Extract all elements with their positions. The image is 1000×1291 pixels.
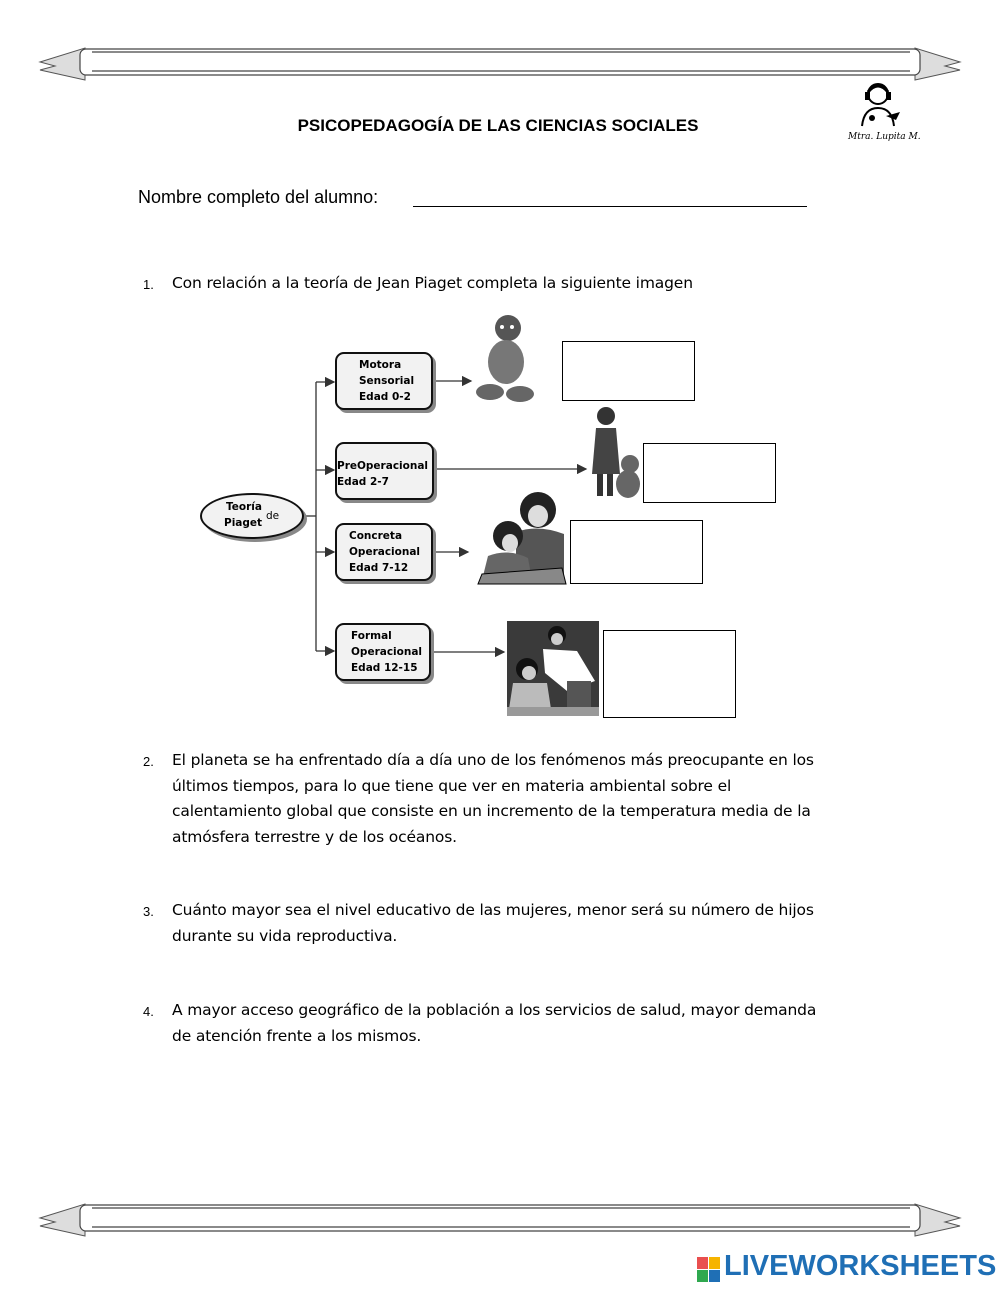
answer-box-stage-1[interactable]: [562, 341, 695, 401]
answer-box-stage-3[interactable]: [570, 520, 703, 584]
bottom-scroll-border: [0, 1196, 1000, 1241]
question-2-text: El planeta se ha enfrentado día a día uno de los fenómenos más preocupante en los últimos tiempos, para lo que tiene que ver en materia ambiental sobre el calentamiento global que consiste en un incremento de la temperatura media de la atmósfera terrestre y de los océanos.: [172, 751, 814, 846]
question-3-number: 3.: [143, 904, 154, 919]
stage-preoperational: PreOperacional Edad 2-7: [335, 442, 434, 500]
question-4-number: 4.: [143, 1004, 154, 1019]
liveworksheets-logo-icon: [697, 1257, 721, 1283]
stage-concrete-operational: Concreta Operacional Edad 7-12: [335, 523, 433, 581]
stage-sensorimotor: Motora Sensorial Edad 0-2: [335, 352, 433, 410]
question-3-text: Cuánto mayor sea el nivel educativo de las mujeres, menor será su número de hijos durante su vida reproductiva.: [172, 901, 814, 945]
logo-signature: Mtra. Lupita M.: [848, 132, 921, 142]
question-1-number: 1.: [143, 277, 154, 292]
reading-together-image: [472, 488, 568, 586]
stage-formal-operational: Formal Operacional Edad 12-15: [335, 623, 431, 681]
question-2-number: 2.: [143, 754, 154, 769]
child-with-teddy-image: [588, 404, 644, 502]
baby-image: [470, 312, 540, 404]
piaget-theory-node: Teoría de Piaget: [200, 493, 304, 539]
page-title: PSICOPEDAGOGÍA DE LAS CIENCIAS SOCIALES: [297, 116, 699, 135]
answer-box-stage-2[interactable]: [643, 443, 776, 503]
liveworksheets-brand[interactable]: LIVEWORKSHEETS: [724, 1250, 997, 1282]
teacher-student-image: [507, 621, 599, 716]
answer-box-stage-4[interactable]: [603, 630, 736, 718]
question-1-text: Con relación a la teoría de Jean Piaget completa la siguiente imagen: [172, 274, 693, 292]
question-4-text: A mayor acceso geográfico de la población a los servicios de salud, mayor demanda de atención frente a los mismos.: [172, 1001, 817, 1045]
student-name-label: Nombre completo del alumno:: [138, 187, 379, 207]
